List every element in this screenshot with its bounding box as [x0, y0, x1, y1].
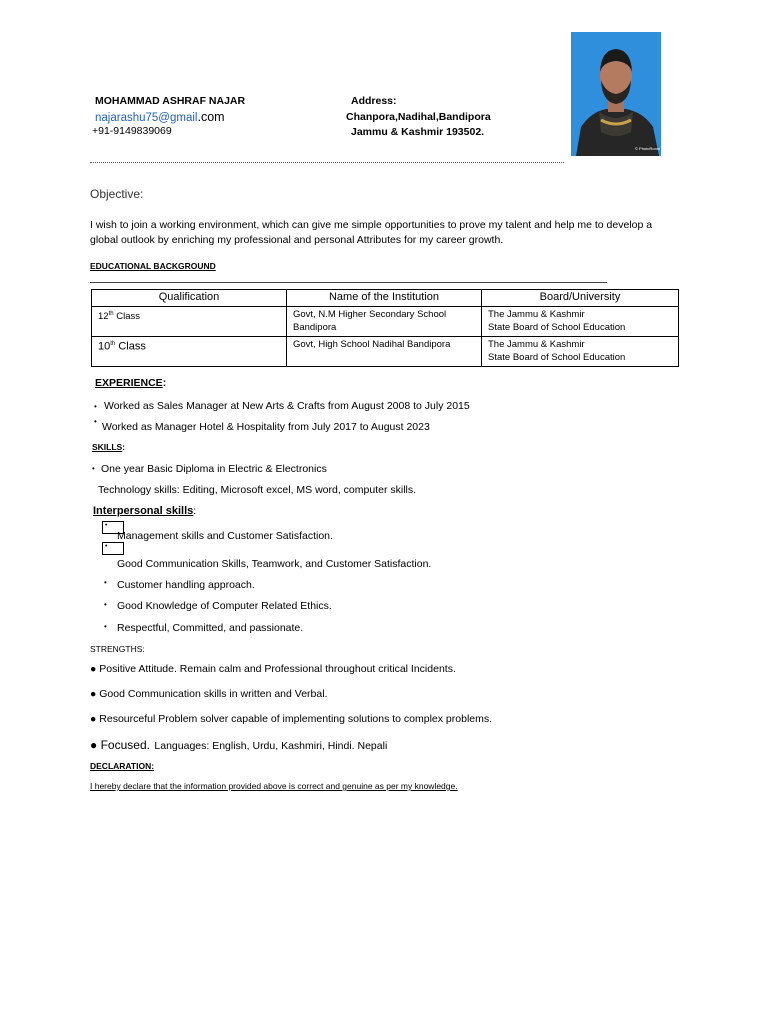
experience-heading: EXPERIENCE:	[95, 377, 167, 389]
column-header: Qualification	[92, 290, 287, 307]
table-row	[92, 337, 679, 367]
bullet-icon: •	[104, 578, 107, 587]
email-suffix: .com	[197, 110, 225, 124]
strength-item: ● Good Communication skills in written and Verbal.	[90, 688, 328, 700]
table-header-row	[92, 290, 679, 307]
email-user: najarashu75@gmail	[95, 112, 198, 124]
institution-cell: Govt, N.M Higher Secondary School Bandipora	[287, 307, 482, 337]
table-row	[92, 307, 679, 337]
skills-item: Technology skills: Editing, Microsoft excel, MS word, computer skills.	[98, 484, 417, 496]
interpersonal-item: Good Communication Skills, Teamwork, and Customer Satisfaction.	[117, 558, 432, 570]
objective-line-2: global outlook by enriching my professional and personal Attributes for my career growth.	[90, 234, 504, 246]
address-line-2: Jammu & Kashmir 193502.	[351, 126, 485, 138]
board-cell: The Jammu & Kashmir State Board of School Education	[482, 337, 679, 367]
education-divider	[90, 282, 607, 283]
bullet-icon: •	[94, 417, 97, 426]
interpersonal-item: Respectful, Committed, and passionate.	[117, 622, 304, 634]
strength-item: ● Positive Attitude. Remain calm and Professional throughout critical Incidents.	[90, 663, 456, 675]
column-header: Name of the Institution	[287, 290, 482, 307]
strength-item: ● Resourceful Problem solver capable of implementing solutions to complex problems.	[90, 713, 493, 725]
qualification-cell: 10th Class	[92, 337, 287, 367]
objective-heading: Objective:	[90, 187, 144, 201]
interpersonal-item: Management skills and Customer Satisfaction.	[117, 530, 333, 542]
strengths-heading: STRENGTHS:	[90, 644, 145, 654]
bullet-icon: •	[94, 402, 97, 411]
skills-heading: SKILLS:	[92, 442, 126, 452]
header-divider	[90, 162, 564, 163]
skills-item: One year Basic Diploma in Electric & Electronics	[101, 463, 327, 475]
checkbox-icon[interactable]: •	[102, 521, 124, 534]
education-heading: EDUCATIONAL BACKGROUND	[90, 261, 216, 271]
column-header: Board/University	[482, 290, 679, 307]
experience-item: Worked as Manager Hotel & Hospitality from July 2017 to August 2023	[102, 421, 430, 433]
phone: +91-9149839069	[92, 125, 172, 137]
bullet-icon: •	[92, 464, 95, 473]
interpersonal-item: Good Knowledge of Computer Related Ethics.	[117, 600, 332, 612]
declaration-text: I hereby declare that the information provided above is correct and genuine as per my knowledge.	[90, 781, 458, 791]
candidate-name: MOHAMMAD ASHRAF NAJAR	[95, 95, 246, 107]
bullet-icon: •	[104, 622, 107, 631]
checkbox-icon[interactable]: •	[102, 542, 124, 555]
profile-photo	[571, 32, 661, 156]
interpersonal-heading: Interpersonal skills:	[93, 505, 197, 517]
board-cell: The Jammu & Kashmir State Board of School Education	[482, 307, 679, 337]
address-label: Address:	[351, 95, 397, 107]
photo-watermark: © PhotoRoom	[635, 146, 661, 151]
objective-line-1: I wish to join a working environment, which can give me simple opportunities to prove my talent and help me to develop a	[90, 219, 653, 231]
institution-cell: Govt, High School Nadihal Bandipora	[287, 337, 482, 367]
address-line-1: Chanpora,Nadihal,Bandipora	[346, 111, 491, 123]
bullet-icon: •	[104, 600, 107, 609]
experience-item: Worked as Sales Manager at New Arts & Crafts from August 2008 to July 2015	[104, 400, 470, 412]
interpersonal-item: Customer handling approach.	[117, 579, 255, 591]
education-table	[91, 289, 679, 367]
qualification-cell: 12th Class	[92, 307, 287, 337]
strength-item: ● Focused. Languages: English, Urdu, Kashmiri, Hindi. Nepali	[90, 738, 388, 752]
email[interactable]	[95, 110, 225, 124]
declaration-heading: DECLARATION:	[90, 761, 155, 771]
